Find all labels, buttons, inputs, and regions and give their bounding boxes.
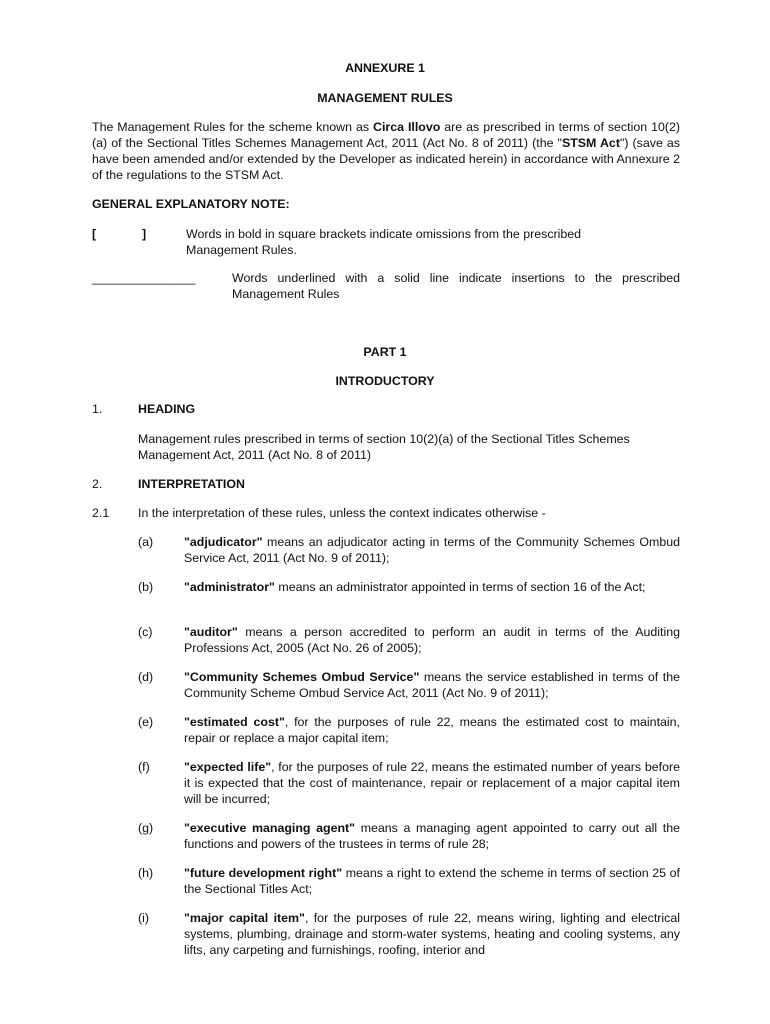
definition-term: "adjudicator"	[184, 535, 263, 549]
note-insertions-text: Words underlined with a solid line indicate insertions to the prescribed Management Rules	[232, 271, 680, 301]
definition-text: "auditor" means a person accredited to perform an audit in terms of the Auditing Professions Act, 2005 (Act No. 26 of 2005);	[184, 625, 680, 655]
intro-paragraph: The Management Rules for the scheme known as Circa Illovo are as prescribed in terms of section 10(2)(a) of the Sectional Titles Schemes Management Act, 2011 (Act No. 8 of 2011) (the "STSM Act") (save as have been amended and/or extended by the Developer as indicated herein) in accordance with Annexure 2 of the regulations to the STSM Act.	[92, 120, 680, 182]
definition-term: "expected life"	[184, 760, 272, 774]
section-heading: INTERPRETATION	[138, 477, 245, 491]
definition-term: "major capital item"	[184, 911, 305, 925]
definition-term: "future development right"	[184, 866, 343, 880]
definition-label: (f)	[138, 760, 150, 774]
definition-label: (e)	[138, 715, 154, 729]
note-heading: GENERAL EXPLANATORY NOTE:	[92, 197, 290, 211]
definition-text: "future development right" means a right to extend the scheme in terms of section 25 of the Sectional Titles Act;	[184, 866, 680, 896]
act-abbreviation: STSM Act	[561, 136, 620, 150]
definition-label: (d)	[138, 670, 154, 684]
definition-label: (b)	[138, 580, 154, 594]
definition-text: "executive managing agent" means a managing agent appointed to carry out all the functions and powers of the trustees in terms of rule 28;	[184, 821, 680, 851]
definition-label: (i)	[138, 911, 150, 925]
main-title: MANAGEMENT RULES	[317, 91, 453, 105]
definition-text: "Community Schemes Ombud Service" means the service established in terms of the Community Scheme Ombud Service Act, 2011 (Act No. 9 of 2011);	[184, 670, 680, 700]
definition-term: "estimated cost"	[184, 715, 285, 729]
definition-label: (c)	[138, 625, 153, 639]
definition-label: (h)	[138, 866, 154, 880]
note-bracket-close: ]	[142, 227, 147, 241]
definition-term: "administrator"	[184, 580, 275, 594]
definition-label: (a)	[138, 535, 154, 549]
annexure-title: ANNEXURE 1	[345, 61, 425, 75]
note-omissions-text: Words in bold in square brackets indicate omissions from the prescribed Management Rules.	[186, 227, 582, 257]
note-bracket-open: [	[92, 227, 97, 241]
definition-text: "estimated cost", for the purposes of rule 22, means the estimated cost to maintain, repair or replace a major capital item;	[184, 715, 680, 745]
definition-text: "major capital item", for the purposes of rule 22, means wiring, lighting and electrical systems, plumbing, drainage and storm-water systems, heating and cooling systems, any lifts, any carpeting and furnishings, roofing, interior and	[184, 911, 680, 957]
part-title: PART 1	[363, 345, 407, 359]
section-heading: HEADING	[138, 402, 196, 416]
definition-text: "adjudicator" means an adjudicator acting in terms of the Community Schemes Ombud Service Act, 2011 (Act No. 9 of 2011);	[184, 535, 680, 565]
section-number: 2.	[92, 477, 103, 491]
definition-text: "administrator" means an administrator appointed in terms of section 16 of the Act;	[184, 580, 646, 594]
note-underline-symbol: _______________	[92, 271, 196, 285]
definition-label: (g)	[138, 821, 154, 835]
section-number: 1.	[92, 402, 103, 416]
section-body: Management rules prescribed in terms of section 10(2)(a) of the Sectional Titles Schemes Management Act, 2011 (Act No. 8 of 2011)	[138, 432, 630, 462]
scheme-name: Circa Illovo	[373, 120, 441, 134]
part-subtitle: INTRODUCTORY	[335, 374, 435, 388]
definition-text: "expected life", for the purposes of rule 22, means the estimated number of years before it is expected that the cost of maintenance, repair or replacement of a major capital item will be incurred;	[184, 760, 680, 806]
definition-term: "auditor"	[184, 625, 238, 639]
clause-text: In the interpretation of these rules, unless the context indicates otherwise -	[138, 506, 546, 520]
clause-number: 2.1	[92, 506, 110, 520]
definition-term: "Community Schemes Ombud Service"	[184, 670, 420, 684]
definition-term: "executive managing agent"	[184, 821, 356, 835]
